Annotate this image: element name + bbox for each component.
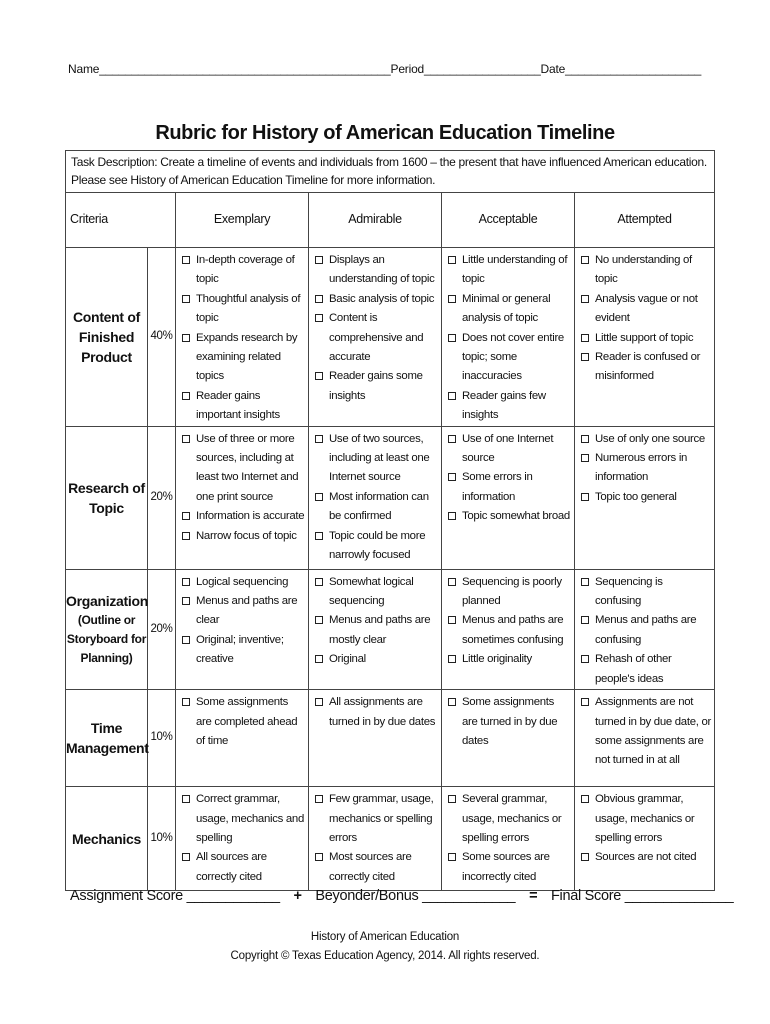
descriptor-item (580, 790, 711, 848)
checkbox-icon[interactable] (182, 435, 190, 443)
checkbox-icon[interactable] (581, 256, 589, 264)
checkbox-icon[interactable] (448, 473, 456, 481)
descriptor-item (314, 488, 438, 527)
descriptor-item (181, 430, 305, 508)
descriptor-cell-exemplary (176, 690, 309, 787)
descriptor-text: Menus and paths are mostly clear (329, 614, 431, 646)
descriptor-list (580, 251, 711, 387)
checkbox-icon[interactable] (182, 512, 190, 520)
descriptor-item (580, 693, 711, 771)
descriptor-item (314, 693, 438, 732)
descriptor-item (580, 449, 711, 488)
criterion-line: Mechanics (72, 830, 141, 847)
checkbox-icon[interactable] (315, 616, 323, 624)
descriptor-text: Little understanding of topic (462, 254, 568, 286)
descriptor-item (447, 790, 571, 848)
descriptor-item (314, 790, 438, 848)
criterion-name (66, 569, 148, 689)
descriptor-list (580, 573, 711, 689)
descriptor-text: Rehash of other people's ideas (595, 653, 672, 685)
name-period-date-line[interactable]: Name_____________________________________________Period__________________Date_____________________ (68, 62, 702, 76)
checkbox-icon[interactable] (581, 295, 589, 303)
descriptor-cell-attempted (575, 787, 715, 891)
descriptor-item (580, 430, 711, 449)
criterion-subline: Storyboard for (66, 631, 147, 646)
descriptor-item (314, 573, 438, 612)
checkbox-icon[interactable] (448, 256, 456, 264)
footer-course-title: History of American Education (310, 931, 460, 943)
descriptor-text: Use of three or more sources, including at least two Internet and one print source (196, 432, 299, 503)
descriptor-list (181, 573, 305, 670)
descriptor-item (181, 573, 305, 592)
descriptor-text: Minimal or general analysis of topic (462, 292, 551, 325)
checkbox-icon[interactable] (581, 353, 589, 361)
descriptor-cell-admirable (309, 569, 442, 689)
descriptor-text: Numerous errors in information (595, 452, 688, 484)
checkbox-icon[interactable] (315, 698, 323, 706)
checkbox-icon[interactable] (182, 698, 190, 706)
checkbox-icon[interactable] (182, 636, 190, 644)
checkbox-icon[interactable] (182, 334, 190, 342)
descriptor-list (314, 573, 438, 670)
descriptor-cell-attempted (575, 569, 715, 689)
criterion-line: Topic (89, 499, 124, 516)
descriptor-list (181, 251, 305, 426)
descriptor-item (181, 693, 305, 751)
descriptor-item (181, 507, 305, 526)
checkbox-icon[interactable] (581, 435, 589, 443)
descriptor-text: Reader gains important insights (196, 389, 280, 422)
descriptor-item (447, 430, 571, 469)
descriptor-item (447, 387, 571, 426)
descriptor-item (447, 693, 571, 751)
descriptor-text: Sources are not cited (595, 851, 697, 864)
descriptor-text: Somewhat logical sequencing (329, 575, 414, 608)
descriptor-list (314, 430, 438, 566)
criterion-name (66, 787, 148, 891)
descriptor-list (314, 251, 438, 406)
descriptor-text: In-depth coverage of topic (196, 254, 295, 286)
descriptor-text: Topic somewhat broad (462, 510, 570, 523)
column-header-criteria: Criteria (66, 193, 176, 248)
descriptor-list (447, 693, 571, 751)
descriptor-text: Sequencing is poorly planned (462, 575, 562, 608)
bonus-score-field[interactable]: Beyonder/Bonus ____________ (315, 888, 516, 904)
checkbox-icon[interactable] (315, 532, 323, 540)
descriptor-text: Menus and paths are sometimes confusing (462, 614, 564, 646)
criterion-weight: 40% (148, 248, 176, 427)
descriptor-item (181, 329, 305, 387)
descriptor-cell-acceptable (442, 569, 575, 689)
descriptor-item (580, 848, 711, 867)
descriptor-text: Several grammar, usage, mechanics or spelling errors (462, 793, 562, 844)
checkbox-icon[interactable] (448, 435, 456, 443)
descriptor-item (314, 251, 438, 290)
descriptor-item (181, 631, 305, 670)
column-header-attempted: Attempted (575, 193, 715, 248)
descriptor-item (181, 290, 305, 329)
header-row (66, 193, 715, 248)
descriptor-text: Thoughtful analysis of topic (196, 292, 301, 325)
descriptor-item (447, 848, 571, 887)
final-score-field[interactable]: Final Score ______________ (550, 888, 734, 904)
descriptor-item (314, 430, 438, 488)
descriptor-text: Correct grammar, usage, mechanics and spelling (196, 793, 304, 844)
checkbox-icon[interactable] (182, 532, 190, 540)
checkbox-icon[interactable] (315, 853, 323, 861)
criterion-weight: 20% (148, 569, 176, 689)
descriptor-text: Information is accurate (196, 510, 305, 523)
criterion-line: Finished (78, 328, 135, 345)
descriptor-item (580, 611, 711, 650)
checkbox-icon[interactable] (315, 795, 323, 803)
descriptor-item (447, 468, 571, 507)
checkbox-icon[interactable] (182, 853, 190, 861)
column-header-acceptable: Acceptable (442, 193, 575, 248)
descriptor-text: Use of one Internet source (462, 432, 554, 465)
criterion-weight: 20% (148, 426, 176, 569)
descriptor-text: Few grammar, usage, mechanics or spelling errors (329, 793, 434, 844)
descriptor-list (314, 693, 438, 732)
criterion-line: Product (81, 348, 132, 365)
descriptor-item (181, 848, 305, 887)
descriptor-text: Original (329, 653, 366, 666)
descriptor-text: Menus and paths are clear (196, 595, 298, 627)
descriptor-cell-admirable (309, 248, 442, 427)
column-header-exemplary: Exemplary (176, 193, 309, 248)
checkbox-icon[interactable] (315, 314, 323, 322)
checkbox-icon[interactable] (315, 655, 323, 663)
rubric-table (65, 150, 715, 891)
descriptor-item (181, 387, 305, 426)
checkbox-icon[interactable] (315, 578, 323, 586)
checkbox-icon[interactable] (581, 454, 589, 462)
checkbox-icon[interactable] (315, 256, 323, 264)
descriptor-text: Use of two sources, including at least one Internet source (329, 432, 430, 484)
descriptor-cell-attempted (575, 426, 715, 569)
checkbox-icon[interactable] (581, 578, 589, 586)
checkbox-icon[interactable] (315, 372, 323, 380)
descriptor-item (447, 251, 571, 290)
descriptor-item (181, 527, 305, 546)
descriptor-text: Logical sequencing (196, 575, 289, 588)
rubric-row (66, 248, 715, 427)
descriptor-item (181, 592, 305, 631)
descriptor-text: All assignments are turned in by due dates (329, 696, 436, 728)
descriptor-text: Some assignments are completed ahead of time (196, 696, 298, 747)
descriptor-cell-exemplary (176, 787, 309, 891)
descriptor-list (447, 790, 571, 887)
checkbox-icon[interactable] (315, 493, 323, 501)
descriptor-text: Topic could be more narrowly focused (329, 529, 426, 562)
criterion-weight: 10% (148, 787, 176, 891)
descriptor-text: Use of only one source (595, 432, 705, 445)
checkbox-icon[interactable] (448, 616, 456, 624)
descriptor-item (447, 290, 571, 329)
descriptor-cell-acceptable (442, 248, 575, 427)
descriptor-text: All sources are correctly cited (196, 851, 267, 883)
descriptor-cell-attempted (575, 248, 715, 427)
descriptor-item (181, 790, 305, 848)
checkbox-icon[interactable] (182, 578, 190, 586)
rubric-row (66, 690, 715, 787)
checkbox-icon[interactable] (448, 655, 456, 663)
descriptor-text: Sequencing is confusing (595, 575, 663, 608)
criterion-line: Research of (68, 479, 145, 496)
descriptor-text: Basic analysis of topic (329, 292, 435, 305)
descriptor-item (580, 573, 711, 612)
criterion-line: Management (66, 740, 149, 757)
descriptor-text: Obvious grammar, usage, mechanics or spelling errors (595, 793, 695, 844)
descriptor-item (314, 611, 438, 650)
descriptor-text: Displays an understanding of topic (329, 254, 435, 286)
checkbox-icon[interactable] (581, 616, 589, 624)
checkbox-icon[interactable] (581, 698, 589, 706)
descriptor-cell-acceptable (442, 787, 575, 891)
descriptor-text: Content is comprehensive and accurate (329, 312, 424, 364)
assignment-score-field[interactable]: Assignment Score ____________ (70, 888, 280, 904)
checkbox-icon[interactable] (182, 295, 190, 303)
descriptor-cell-exemplary (176, 569, 309, 689)
descriptor-item (314, 650, 438, 669)
rubric-row (66, 569, 715, 689)
descriptor-list (447, 251, 571, 426)
checkbox-icon[interactable] (581, 795, 589, 803)
descriptor-item (447, 507, 571, 526)
checkbox-icon[interactable] (448, 392, 456, 400)
descriptor-item (447, 650, 571, 669)
checkbox-icon[interactable] (448, 578, 456, 586)
descriptor-text: Little support of topic (595, 331, 694, 344)
checkbox-icon[interactable] (182, 392, 190, 400)
checkbox-icon[interactable] (448, 334, 456, 342)
footer-copyright: Copyright © Texas Education Agency, 2014. All rights reserved. (230, 950, 540, 962)
descriptor-text: Some errors in information (462, 471, 533, 503)
descriptor-text: Narrow focus of topic (196, 529, 297, 542)
descriptor-item (580, 488, 711, 507)
footer (0, 928, 770, 966)
criterion-name (66, 426, 148, 569)
descriptor-text: Most information can be confirmed (329, 490, 429, 523)
criterion-weight: 10% (148, 690, 176, 787)
descriptor-item (447, 329, 571, 387)
descriptor-text: Some assignments are turned in by due dates (462, 696, 558, 747)
descriptor-text: Reader gains some insights (329, 370, 423, 402)
descriptor-list (447, 430, 571, 527)
checkbox-icon[interactable] (448, 795, 456, 803)
descriptor-text: Expands research by examining related topics (196, 331, 298, 383)
criterion-line: Time (90, 720, 123, 737)
page-title: Rubric for History of American Education Timeline (155, 122, 615, 144)
descriptor-list (580, 790, 711, 868)
checkbox-icon[interactable] (182, 795, 190, 803)
descriptor-cell-admirable (309, 690, 442, 787)
descriptor-item (580, 650, 711, 689)
criterion-subline: Planning) (80, 650, 133, 665)
descriptor-item (580, 329, 711, 348)
descriptor-cell-acceptable (442, 426, 575, 569)
descriptor-item (314, 309, 438, 367)
descriptor-cell-admirable (309, 787, 442, 891)
descriptor-cell-attempted (575, 690, 715, 787)
criterion-line: Content of (73, 308, 140, 325)
descriptor-item (580, 251, 711, 290)
checkbox-icon[interactable] (448, 853, 456, 861)
criterion-name (66, 248, 148, 427)
checkbox-icon[interactable] (315, 295, 323, 303)
descriptor-item (314, 848, 438, 887)
descriptor-item (447, 611, 571, 650)
descriptor-list (181, 693, 305, 751)
descriptor-list (314, 790, 438, 887)
descriptor-item (314, 367, 438, 406)
checkbox-icon[interactable] (448, 698, 456, 706)
descriptor-text: No understanding of topic (595, 254, 692, 286)
checkbox-icon[interactable] (581, 853, 589, 861)
descriptor-text: Some sources are incorrectly cited (462, 851, 550, 883)
descriptor-list (580, 430, 711, 508)
criterion-line: Organization (66, 592, 148, 609)
descriptor-text: Reader gains few insights (462, 389, 546, 422)
column-header-admirable: Admirable (309, 193, 442, 248)
descriptor-text: Does not cover entire topic; some inaccuracies (462, 331, 564, 383)
criterion-name (66, 690, 148, 787)
descriptor-item (314, 290, 438, 309)
equals-sign: = (529, 888, 538, 904)
descriptor-cell-exemplary (176, 248, 309, 427)
checkbox-icon[interactable] (448, 295, 456, 303)
descriptor-cell-exemplary (176, 426, 309, 569)
score-line (70, 888, 734, 904)
checkbox-icon[interactable] (581, 655, 589, 663)
checkbox-icon[interactable] (448, 512, 456, 520)
task-description: Task Description: Create a timeline of events and individuals from 1600 – the present that have influenced American education. Please see History of American Education Timeline for more information. (66, 151, 715, 193)
descriptor-list (580, 693, 711, 771)
checkbox-icon[interactable] (581, 493, 589, 501)
checkbox-icon[interactable] (182, 597, 190, 605)
descriptor-item (580, 290, 711, 329)
descriptor-text: Most sources are correctly cited (329, 851, 412, 883)
descriptor-text: Reader is confused or misinformed (595, 351, 701, 383)
descriptor-item (181, 251, 305, 290)
criterion-subline: (Outline or (77, 612, 136, 627)
plus-sign: + (293, 888, 302, 904)
rubric-row (66, 426, 715, 569)
descriptor-text: Little originality (462, 653, 532, 666)
descriptor-text: Assignments are not turned in by due date, or some assignments are not turned in at all (595, 696, 711, 767)
descriptor-item (314, 527, 438, 566)
descriptor-cell-admirable (309, 426, 442, 569)
checkbox-icon[interactable] (581, 334, 589, 342)
descriptor-cell-acceptable (442, 690, 575, 787)
descriptor-text: Topic too general (595, 490, 677, 503)
descriptor-text: Analysis vague or not evident (595, 292, 698, 325)
descriptor-list (447, 573, 571, 670)
checkbox-icon[interactable] (182, 256, 190, 264)
rubric-row (66, 787, 715, 891)
descriptor-text: Original; inventive; creative (196, 633, 284, 666)
descriptor-item (580, 348, 711, 387)
checkbox-icon[interactable] (315, 435, 323, 443)
descriptor-item (447, 573, 571, 612)
descriptor-list (181, 790, 305, 887)
descriptor-text: Menus and paths are confusing (595, 614, 697, 646)
descriptor-list (181, 430, 305, 546)
